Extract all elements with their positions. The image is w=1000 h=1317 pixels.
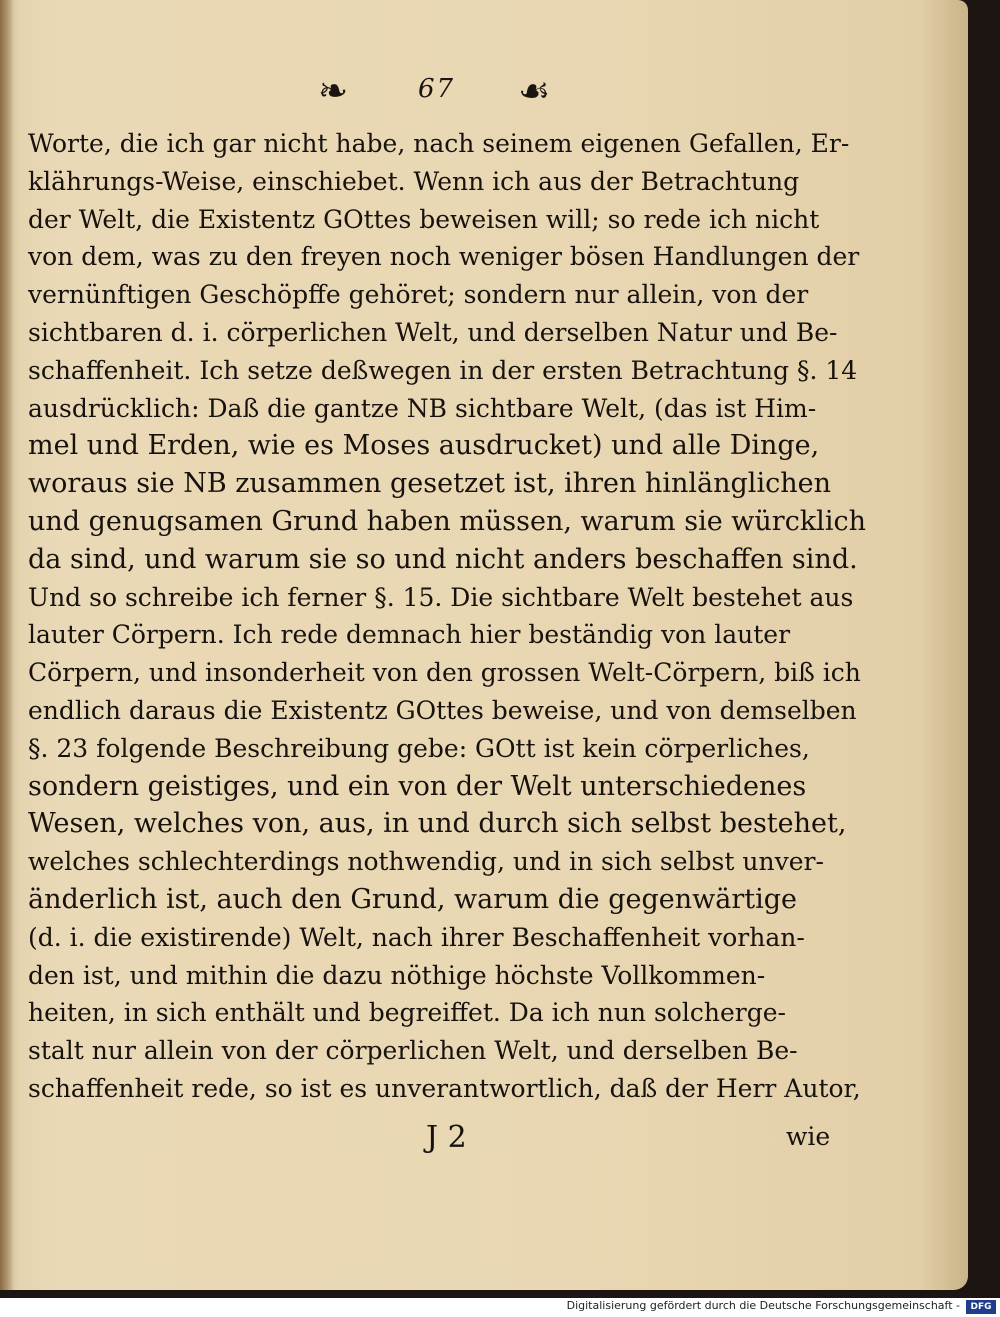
text-line: Worte, die ich gar nicht habe, nach seinem eigenen Gefallen, Er- bbox=[28, 129, 850, 158]
text-line: sondern geistiges, und ein von der Welt unterschiedenes bbox=[28, 770, 807, 802]
text-line: Cörpern, und insonderheit von den grossen Welt-Cörpern, biß ich bbox=[28, 658, 861, 688]
ornament-right-icon: ☙ bbox=[518, 71, 551, 112]
text-line: sichtbaren d. i. cörperlichen Welt, und derselben Natur und Be- bbox=[28, 317, 838, 347]
text-line: §. 23 folgende Beschreibung gebe: GOtt ist kein cörperliches, bbox=[28, 733, 810, 763]
text-line: heiten, in sich enthält und begreiffet. Da ich nun solcherge- bbox=[28, 998, 786, 1028]
page-gutter-shadow bbox=[0, 0, 14, 1290]
text-line: endlich daraus die Existentz GOttes beweise, und von demselben bbox=[28, 695, 857, 725]
text-line: der Welt, die Existentz GOttes beweisen will; so rede ich nicht bbox=[28, 204, 820, 234]
text-line: welches schlechterdings nothwendig, und in sich selbst unver- bbox=[28, 847, 824, 877]
credit-text: Digitalisierung gefördert durch die Deutsche Forschungsgemeinschaft - bbox=[566, 1299, 960, 1312]
page-header bbox=[0, 68, 968, 118]
page-number: 67 bbox=[418, 74, 456, 104]
page-footer bbox=[0, 1120, 968, 1170]
text-line: vernünftigen Geschöpffe gehöret; sondern nur allein, von der bbox=[28, 280, 809, 310]
ornament-left-icon: ❧ bbox=[318, 71, 349, 112]
text-line: den ist, und mithin die dazu nöthige höchste Vollkommen- bbox=[28, 960, 766, 990]
dfg-logo: DFG bbox=[966, 1300, 996, 1314]
text-line: und genugsamen Grund haben müssen, warum sie würcklich bbox=[28, 505, 866, 537]
text-line: schaffenheit. Ich setze deßwegen in der ersten Betrachtung §. 14 bbox=[28, 355, 858, 385]
catchword: wie bbox=[786, 1122, 831, 1151]
text-line: ausdrücklich: Daß die gantze NB sichtbare Welt, (das ist Him- bbox=[28, 393, 817, 423]
text-line: lauter Cörpern. Ich rede demnach hier beständig von lauter bbox=[28, 620, 791, 650]
text-line: schaffenheit rede, so ist es unverantwortlich, daß der Herr Autor, bbox=[28, 1073, 861, 1103]
text-line: Wesen, welches von, aus, in und durch sich selbst bestehet, bbox=[28, 808, 847, 840]
body-text bbox=[28, 125, 866, 1108]
text-line: stalt nur allein von der cörperlichen Welt, und derselben Be- bbox=[28, 1036, 798, 1066]
text-line: mel und Erden, wie es Moses ausdrucket) und alle Dinge, bbox=[28, 430, 820, 462]
signature-mark: J 2 bbox=[426, 1120, 467, 1155]
text-line: Und so schreibe ich ferner §. 15. Die sichtbare Welt bestehet aus bbox=[28, 582, 854, 612]
text-line: da sind, und warum sie so und nicht anders beschaffen sind. bbox=[28, 543, 858, 575]
text-line: woraus sie NB zusammen gesetzet ist, ihren hinlänglichen bbox=[28, 468, 831, 500]
text-line: änderlich ist, auch den Grund, warum die gegenwärtige bbox=[28, 883, 797, 915]
text-line: klährungs-Weise, einschiebet. Wenn ich aus der Betrachtung bbox=[28, 166, 800, 196]
text-line: von dem, was zu den freyen noch weniger bösen Handlungen der bbox=[28, 242, 860, 272]
text-line: (d. i. die existirende) Welt, nach ihrer Beschaffenheit vorhan- bbox=[28, 922, 805, 952]
credit-bar bbox=[0, 1298, 1000, 1317]
